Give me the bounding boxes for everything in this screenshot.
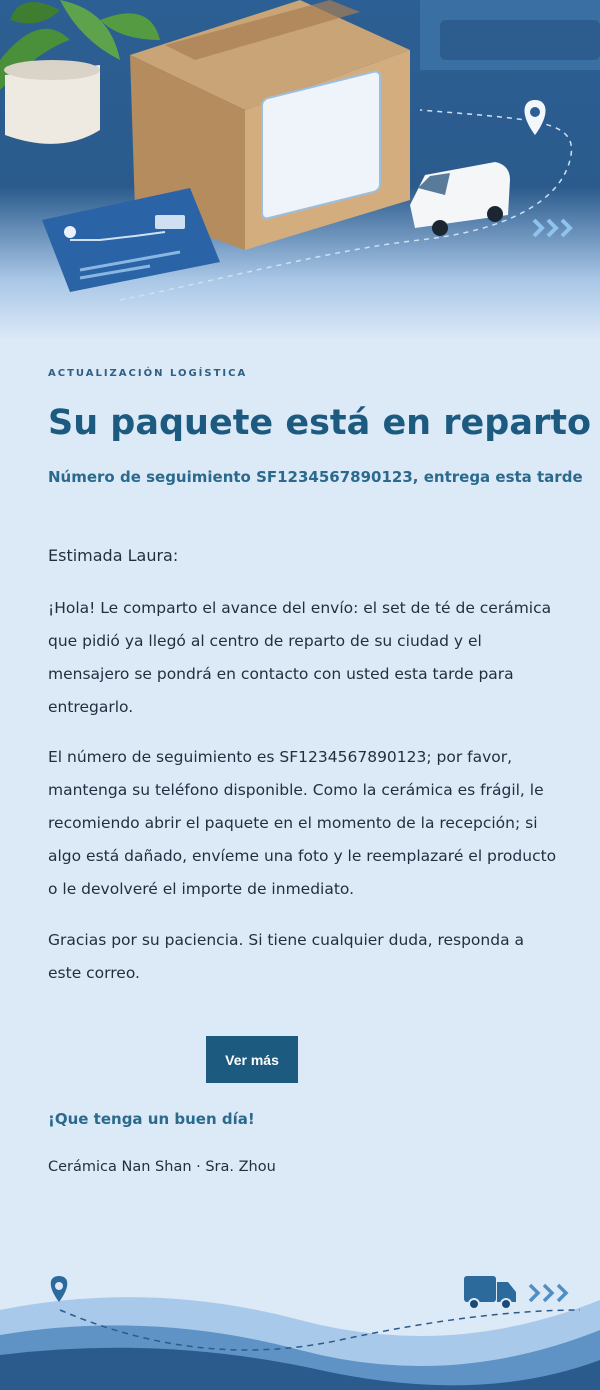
location-pin-icon (51, 1276, 68, 1302)
paragraph-tracking-instructions: El número de seguimiento es SF1234567890123; por favor, mantenga su teléfono disponible. Como la cerámica es frágil, le recomiendo abrir el paquete en el momento de la recepción; si algo está dañado, envíeme una foto y le reemplazaré el producto o le devolveré el importe de inmediato. (48, 748, 557, 898)
hero-illustration (0, 0, 600, 340)
closing-line: ¡Que tenga un buen día! (48, 1110, 255, 1128)
tracking-card-icon (42, 188, 220, 292)
footer-decoration (0, 1240, 600, 1390)
chevrons-icon (534, 220, 570, 236)
see-more-button[interactable]: Ver más (206, 1036, 298, 1083)
signature: Cerámica Nan Shan · Sra. Zhou (48, 1159, 276, 1175)
paragraph-shipment-status: ¡Hola! Le comparto el avance del envío: el set de té de cerámica que pidió ya llegó al centro de reparto de su ciudad y el mensajero se pondrá en contacto con usted esta tarde para entregarlo. (48, 599, 552, 716)
paragraph-thanks: Gracias por su paciencia. Si tiene cualquier duda, responda a este correo. (48, 931, 525, 982)
delivery-truck-icon (464, 1276, 516, 1309)
page-title: Su paquete está en reparto (48, 403, 591, 443)
hero-scene (0, 0, 600, 340)
location-pin-icon (524, 100, 545, 135)
hero-tray (440, 20, 600, 60)
chevrons-icon (530, 1285, 566, 1301)
footer-waves (0, 1240, 600, 1390)
greeting: Estimada Laura: (48, 546, 179, 565)
section-eyebrow: ACTUALIZACIÓN LOGÍSTICA (48, 368, 248, 379)
tracking-subtitle: Número de seguimiento SF1234567890123, entrega esta tarde (48, 468, 583, 486)
